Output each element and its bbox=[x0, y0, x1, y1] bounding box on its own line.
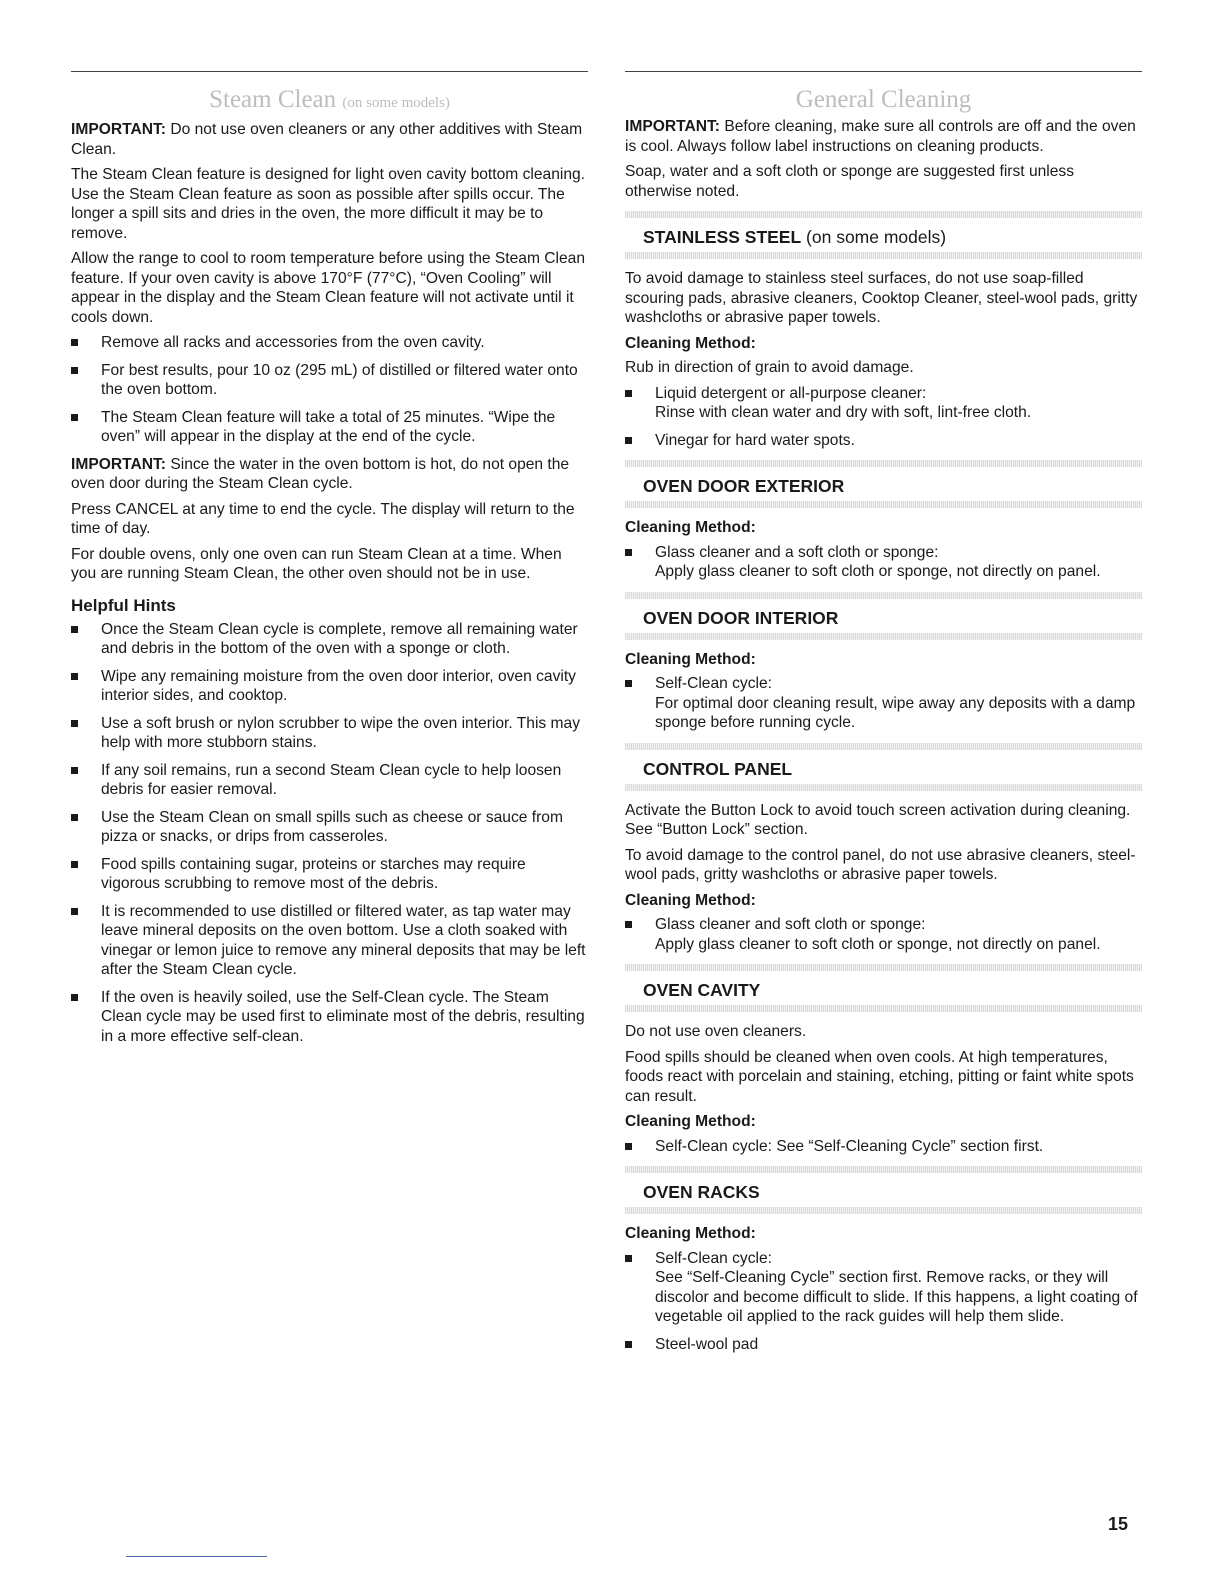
cleaning-method-label: Cleaning Method: bbox=[625, 1225, 756, 1242]
list-item-text: For best results, pour 10 oz (295 mL) of distilled or filtered water onto the oven bottom. bbox=[101, 361, 578, 398]
important-text: Before cleaning, make sure all controls are off and the oven is cool. Always follow label instructions on cleaning products. bbox=[625, 118, 1136, 155]
top-divider bbox=[71, 71, 588, 72]
list-item bbox=[625, 384, 1142, 423]
list-item-text: Glass cleaner and soft cloth or sponge: bbox=[655, 916, 926, 933]
important-label: IMPORTANT: bbox=[625, 118, 720, 135]
oven-door-exterior-header bbox=[625, 460, 1142, 508]
list-item bbox=[71, 620, 588, 659]
paragraph: Do not use oven cleaners. bbox=[625, 1023, 807, 1040]
steam-clean-column bbox=[71, 71, 588, 1054]
paragraph: Activate the Button Lock to avoid touch screen activation during cleaning. See “Button Lock” section. bbox=[625, 801, 1131, 838]
list-item-text: Remove all racks and accessories from the oven cavity. bbox=[101, 334, 485, 351]
list-item bbox=[625, 915, 1142, 954]
oven-racks-header bbox=[625, 1166, 1142, 1214]
list-item bbox=[71, 855, 588, 894]
band-title: OVEN DOOR INTERIOR bbox=[643, 607, 839, 628]
bullet-icon bbox=[625, 921, 632, 928]
band-shade bbox=[625, 501, 1142, 508]
list-item bbox=[71, 408, 588, 447]
bullet-icon bbox=[625, 437, 632, 444]
list-item-subtext: See “Self-Cleaning Cycle” section first. Remove racks, or they will discolor and become difficult to slide. If this happens, a light coating of vegetable oil applied to the rack guides will help them slide. bbox=[655, 1269, 1138, 1325]
bullet-icon bbox=[625, 1255, 632, 1262]
page-number: 15 bbox=[1108, 1514, 1129, 1534]
list-item bbox=[71, 761, 588, 800]
list-item-text: Liquid detergent or all-purpose cleaner: bbox=[655, 384, 927, 402]
paragraph: To avoid damage to stainless steel surfaces, do not use soap-filled scouring pads, abrasive cleaners, Cooktop Cleaner, steel-wool pads, gritty washcloths or abrasive paper towels. bbox=[625, 270, 1138, 326]
important-text: Since the water in the oven bottom is hot, do not open the oven door during the Steam Clean cycle. bbox=[71, 455, 570, 492]
band-title: CONTROL PANEL bbox=[643, 758, 793, 779]
method-list bbox=[625, 674, 1142, 733]
bullet-icon bbox=[71, 720, 78, 727]
cleaning-method-label: Cleaning Method: bbox=[625, 334, 756, 352]
list-item-text: Once the Steam Clean cycle is complete, remove all remaining water and debris in the bottom of the oven with a sponge or cloth. bbox=[101, 620, 578, 657]
paragraph: For double ovens, only one oven can run Steam Clean at a time. When you are running Steam Clean, the other oven should not be in use. bbox=[71, 545, 562, 582]
list-item bbox=[71, 361, 588, 400]
list-item bbox=[625, 543, 1142, 582]
oven-door-interior-header bbox=[625, 592, 1142, 640]
band-shade bbox=[625, 252, 1142, 259]
band-title: OVEN RACKS bbox=[643, 1182, 760, 1202]
bullet-icon bbox=[625, 390, 632, 397]
band-shade bbox=[625, 743, 1142, 750]
band-title: OVEN DOOR EXTERIOR bbox=[643, 476, 845, 496]
hints-list bbox=[71, 620, 588, 1047]
band-shade bbox=[625, 460, 1142, 467]
section-title-steam-clean bbox=[71, 85, 588, 118]
list-item-subtext: Apply glass cleaner to soft cloth or sponge, not directly on panel. bbox=[655, 935, 1101, 953]
list-item-text: Steel-wool pad bbox=[655, 1335, 759, 1353]
important-note bbox=[625, 117, 1142, 156]
list-item bbox=[71, 714, 588, 753]
important-text: Do not use oven cleaners or any other additives with Steam Clean. bbox=[71, 121, 583, 158]
list-item bbox=[71, 808, 588, 847]
list-item bbox=[625, 431, 1142, 451]
oven-cavity-header bbox=[625, 964, 1142, 1012]
important-note bbox=[71, 120, 588, 159]
band-title: OVEN CAVITY bbox=[643, 980, 761, 1000]
paragraph: To avoid damage to the control panel, do not use abrasive cleaners, steel-wool pads, gritty washcloths or abrasive paper towels. bbox=[625, 846, 1136, 883]
list-item-text: Use the Steam Clean on small spills such as cheese or sauce from pizza or snacks, or drips from casseroles. bbox=[101, 808, 563, 845]
list-item-text: Wipe any remaining moisture from the oven door interior, oven cavity interior sides, and cooktop. bbox=[101, 667, 576, 704]
cleaning-method-label: Cleaning Method: bbox=[625, 519, 756, 536]
list-item bbox=[625, 1137, 1142, 1157]
list-item-text: The Steam Clean feature will take a total of 25 minutes. “Wipe the oven” will appear in the display at the end of the cycle. bbox=[101, 408, 556, 445]
band-shade bbox=[625, 211, 1142, 218]
general-cleaning-column bbox=[625, 71, 1142, 1362]
bullet-icon bbox=[71, 908, 78, 915]
cleaning-method-label: Cleaning Method: bbox=[625, 1113, 756, 1130]
bullet-icon bbox=[625, 1143, 632, 1150]
important-note bbox=[71, 455, 588, 494]
list-item-text: Use a soft brush or nylon scrubber to wipe the oven interior. This may help with more stubborn stains. bbox=[101, 714, 581, 751]
bullet-icon bbox=[71, 814, 78, 821]
helpful-hints-heading: Helpful Hints bbox=[71, 595, 176, 615]
bullet-icon bbox=[71, 673, 78, 680]
list-item-text: If the oven is heavily soiled, use the Self-Clean cycle. The Steam Clean cycle may be used first to eliminate most of the debris, resulting in a more effective self-clean. bbox=[101, 988, 585, 1045]
paragraph: Soap, water and a soft cloth or sponge are suggested first unless otherwise noted. bbox=[625, 163, 1075, 200]
list-item bbox=[71, 988, 588, 1047]
band-title-note: (on some models) bbox=[801, 227, 947, 247]
list-item bbox=[71, 333, 588, 353]
method-list bbox=[625, 1137, 1142, 1157]
list-item-text: It is recommended to use distilled or filtered water, as tap water may leave mineral deposits on the oven bottom. Use a cloth soaked with vinegar or lemon juice to remove any mineral deposits that may be left after the Steam Clean cycle. bbox=[101, 902, 586, 978]
important-label: IMPORTANT: bbox=[71, 121, 166, 138]
list-item-text: If any soil remains, run a second Steam Clean cycle to help loosen debris for easier removal. bbox=[101, 761, 562, 798]
list-item-text: Self-Clean cycle: bbox=[655, 675, 772, 692]
bullet-icon bbox=[71, 767, 78, 774]
bullet-icon bbox=[71, 367, 78, 374]
bullet-icon bbox=[71, 339, 78, 346]
method-list bbox=[625, 384, 1142, 451]
list-item-subtext: Apply glass cleaner to soft cloth or sponge, not directly on panel. bbox=[655, 563, 1101, 580]
band-title-text: STAINLESS STEEL bbox=[643, 227, 802, 247]
list-item-text: Self-Clean cycle: See “Self-Cleaning Cycle” section first. bbox=[655, 1137, 1044, 1155]
band-shade bbox=[625, 1005, 1142, 1012]
list-item-text: Self-Clean cycle: bbox=[655, 1249, 772, 1267]
list-item-text: Vinegar for hard water spots. bbox=[655, 431, 855, 449]
band-shade bbox=[625, 784, 1142, 791]
bullet-icon bbox=[625, 1341, 632, 1348]
list-item bbox=[71, 667, 588, 706]
steps-list bbox=[71, 333, 588, 447]
bullet-icon bbox=[625, 680, 632, 687]
list-item-subtext: For optimal door cleaning result, wipe away any deposits with a damp sponge before running cycle. bbox=[655, 694, 1136, 731]
list-item-text: Food spills containing sugar, proteins or starches may require vigorous scrubbing to remove most of the debris. bbox=[101, 855, 526, 892]
bullet-icon bbox=[625, 549, 632, 556]
bullet-icon bbox=[71, 994, 78, 1001]
list-item bbox=[625, 674, 1142, 733]
list-item bbox=[71, 902, 588, 980]
bullet-icon bbox=[71, 626, 78, 633]
band-shade bbox=[625, 964, 1142, 971]
list-item-subtext: Rinse with clean water and dry with soft, lint-free cloth. bbox=[655, 404, 1032, 421]
bullet-icon bbox=[71, 861, 78, 868]
band-shade bbox=[625, 1166, 1142, 1173]
steam-clean-title: Steam Clean bbox=[209, 86, 337, 113]
footer-rule bbox=[126, 1556, 267, 1557]
band-title bbox=[625, 218, 1142, 252]
band-shade bbox=[625, 1207, 1142, 1214]
control-panel-header bbox=[625, 743, 1142, 791]
band-shade bbox=[625, 592, 1142, 599]
list-item-text: Glass cleaner and a soft cloth or sponge: bbox=[655, 543, 939, 561]
method-list bbox=[625, 915, 1142, 954]
important-label: IMPORTANT: bbox=[71, 455, 166, 473]
method-list bbox=[625, 1249, 1142, 1355]
top-divider bbox=[625, 71, 1142, 72]
list-item bbox=[625, 1249, 1142, 1327]
paragraph: The Steam Clean feature is designed for light oven cavity bottom cleaning. Use the Steam Clean feature as soon as possible after spills occur. The longer a spill sits and dries in the oven, the more difficult it may be to remove. bbox=[71, 166, 586, 242]
band-shade bbox=[625, 633, 1142, 640]
section-title-general-cleaning: General Cleaning bbox=[795, 86, 972, 113]
method-list bbox=[625, 543, 1142, 582]
stainless-steel-header bbox=[625, 211, 1142, 259]
paragraph: Food spills should be cleaned when oven cools. At high temperatures, foods react with porcelain and staining, etching, pitting or faint white spots can result. bbox=[625, 1048, 1134, 1105]
steam-clean-title-note: (on some models) bbox=[342, 95, 450, 111]
list-item bbox=[625, 1335, 1142, 1355]
paragraph: Rub in direction of grain to avoid damage. bbox=[625, 359, 914, 376]
paragraph: Allow the range to cool to room temperature before using the Steam Clean feature. If your oven cavity is above 170°F (77°C), “Oven Cooling” will appear in the display and the Steam Clean feature will not activate until it cools down. bbox=[71, 250, 586, 326]
bullet-icon bbox=[71, 414, 78, 421]
cleaning-method-label: Cleaning Method: bbox=[625, 891, 756, 909]
cleaning-method-label: Cleaning Method: bbox=[625, 650, 756, 668]
paragraph: Press CANCEL at any time to end the cycle. The display will return to the time of day. bbox=[71, 500, 575, 537]
